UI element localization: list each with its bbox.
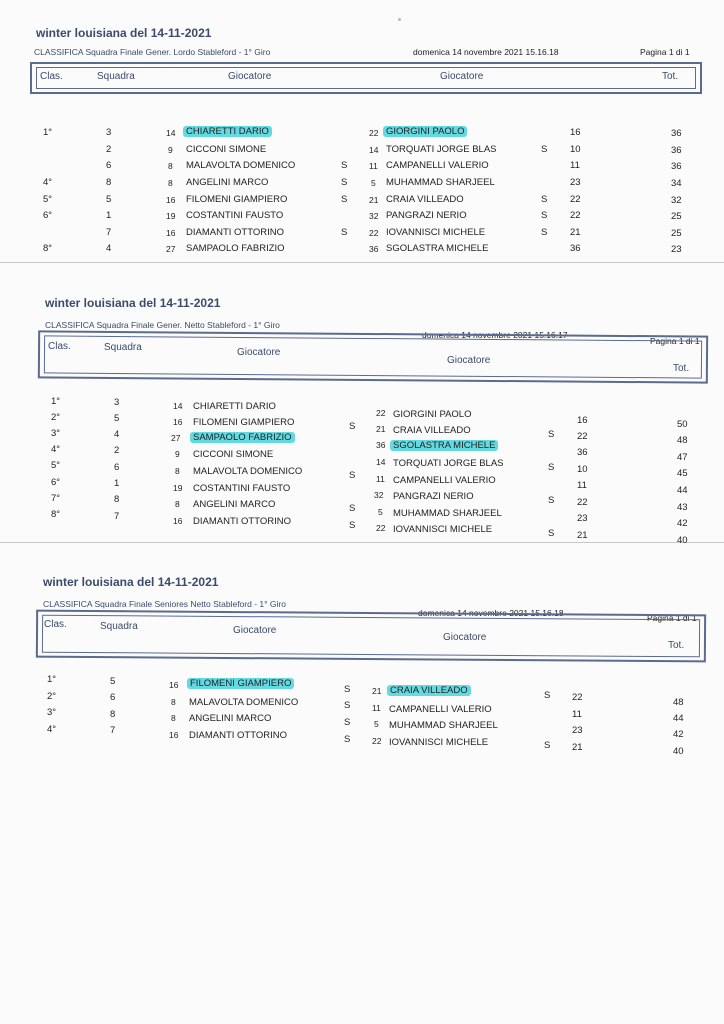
row-score: 21 xyxy=(572,742,583,753)
row-squadra: 1 xyxy=(106,210,112,221)
row-squadra: 7 xyxy=(106,227,112,238)
row-player1-name: MALAVOLTA DOMENICO xyxy=(189,697,299,708)
row-senior-flag: S xyxy=(548,528,555,539)
header-tot: Tot. xyxy=(662,71,679,82)
row-player1-number: 16 xyxy=(169,730,179,740)
row-player2-number: 22 xyxy=(376,523,386,533)
row-squadra: 3 xyxy=(114,397,120,408)
row-player2-number: 5 xyxy=(371,178,376,188)
row-total: 40 xyxy=(677,535,688,546)
row-player2-name: IOVANNISCI MICHELE xyxy=(393,524,493,535)
header-clas: Clas. xyxy=(44,619,67,630)
row-player1-number: 19 xyxy=(173,483,183,493)
row-position: 3° xyxy=(47,707,57,718)
row-squadra: 2 xyxy=(106,144,112,155)
report-subtitle: CLASSIFICA Squadra Finale Gener. Netto Stableford - 1° Giro xyxy=(45,320,280,330)
row-player1-number: 27 xyxy=(166,244,176,254)
row-senior-flag: S xyxy=(341,194,348,205)
row-player2-name: CAMPANELLI VALERIO xyxy=(389,704,492,715)
row-player1-number: 16 xyxy=(166,195,176,205)
row-squadra: 8 xyxy=(114,494,120,505)
row-player1-number: 8 xyxy=(171,697,176,707)
row-player1-name: SAMPAOLO FABRIZIO xyxy=(190,432,295,443)
row-senior-flag: S xyxy=(541,194,548,205)
row-position: 8° xyxy=(51,509,61,520)
row-player2-number: 14 xyxy=(369,145,379,155)
row-player2-name: CRAIA VILLEADO xyxy=(387,685,471,696)
row-squadra: 7 xyxy=(114,511,120,522)
row-score: 22 xyxy=(577,497,588,508)
row-player2-name: IOVANNISCI MICHELE xyxy=(386,227,486,238)
row-player2-number: 22 xyxy=(372,736,382,746)
row-total: 36 xyxy=(671,128,682,139)
row-player1-number: 16 xyxy=(173,417,183,427)
row-player2-name: CAMPANELLI VALERIO xyxy=(386,160,489,171)
row-player2-name: MUHAMMAD SHARJEEL xyxy=(386,177,495,188)
header-box xyxy=(36,610,706,663)
row-senior-flag: S xyxy=(344,717,351,728)
row-senior-flag: S xyxy=(541,144,548,155)
row-player1-number: 9 xyxy=(175,449,180,459)
row-player1-name: DIAMANTI OTTORINO xyxy=(189,730,287,741)
row-player2-name: TORQUATI JORGE BLAS xyxy=(393,458,504,469)
row-player2-number: 32 xyxy=(374,490,384,500)
page-number: Pagina 1 di 1 xyxy=(650,336,700,346)
row-player2-number: 22 xyxy=(369,128,379,138)
row-senior-flag: S xyxy=(349,503,356,514)
header-tot: Tot. xyxy=(668,640,685,651)
row-position: 1° xyxy=(51,396,61,407)
row-player2-name: SGOLASTRA MICHELE xyxy=(386,243,489,254)
row-score: 22 xyxy=(570,210,581,221)
row-player1-number: 8 xyxy=(175,499,180,509)
row-squadra: 5 xyxy=(110,676,116,687)
row-player1-name: COSTANTINI FAUSTO xyxy=(193,483,291,494)
row-squadra: 7 xyxy=(110,725,116,736)
row-senior-flag: S xyxy=(544,690,551,701)
row-total: 42 xyxy=(677,518,688,529)
row-squadra: 8 xyxy=(110,709,116,720)
header-giocatore-2: Giocatore xyxy=(447,355,491,366)
row-player1-name: DIAMANTI OTTORINO xyxy=(193,516,291,527)
row-player2-name: PANGRAZI NERIO xyxy=(386,210,467,221)
row-player1-number: 9 xyxy=(168,145,173,155)
row-player1-number: 16 xyxy=(173,516,183,526)
row-player1-name: CICCONI SIMONE xyxy=(186,144,267,155)
row-total: 34 xyxy=(671,178,682,189)
row-player1-name: FILOMENI GIAMPIERO xyxy=(187,678,294,689)
row-player1-name: ANGELINI MARCO xyxy=(186,177,269,188)
row-score: 36 xyxy=(577,447,588,458)
row-player2-number: 11 xyxy=(376,474,385,484)
row-player2-number: 22 xyxy=(376,408,386,418)
row-senior-flag: S xyxy=(541,227,548,238)
row-senior-flag: S xyxy=(541,210,548,221)
row-senior-flag: S xyxy=(349,421,356,432)
row-squadra: 5 xyxy=(106,194,112,205)
row-position: 5° xyxy=(43,194,53,205)
report-subtitle: CLASSIFICA Squadra Finale Seniores Netto Stableford - 1° Giro xyxy=(43,599,286,609)
header-squadra: Squadra xyxy=(104,342,142,353)
row-position: 1° xyxy=(47,674,57,685)
row-score: 16 xyxy=(570,127,581,138)
row-position: 4° xyxy=(43,177,53,188)
row-player1-name: FILOMENI GIAMPIERO xyxy=(193,417,295,428)
row-player2-number: 14 xyxy=(376,457,386,467)
row-senior-flag: S xyxy=(341,227,348,238)
row-player1-name: FILOMENI GIAMPIERO xyxy=(186,194,288,205)
header-clas: Clas. xyxy=(48,341,71,352)
row-player2-number: 5 xyxy=(374,719,379,729)
row-score: 22 xyxy=(577,431,588,442)
row-player2-name: SGOLASTRA MICHELE xyxy=(390,440,498,451)
row-score: 36 xyxy=(570,243,581,254)
row-squadra: 1 xyxy=(114,478,120,489)
row-player2-name: GIORGINI PAOLO xyxy=(383,126,467,137)
row-score: 10 xyxy=(570,144,581,155)
row-player2-number: 5 xyxy=(378,507,383,517)
row-player2-name: PANGRAZI NERIO xyxy=(393,491,474,502)
row-player2-name: CAMPANELLI VALERIO xyxy=(393,475,496,486)
row-senior-flag: S xyxy=(349,520,356,531)
row-total: 44 xyxy=(673,713,684,724)
page-number: Pagina 1 di 1 xyxy=(647,613,697,623)
row-position: 4° xyxy=(47,724,57,735)
row-player1-number: 16 xyxy=(169,680,179,690)
row-player2-number: 36 xyxy=(369,244,379,254)
row-player2-name: GIORGINI PAOLO xyxy=(393,409,472,420)
row-senior-flag: S xyxy=(344,684,351,695)
row-player2-number: 21 xyxy=(369,195,379,205)
row-squadra: 6 xyxy=(110,692,116,703)
row-senior-flag: S xyxy=(349,470,356,481)
row-score: 22 xyxy=(572,692,583,703)
row-player2-number: 36 xyxy=(376,440,386,450)
row-senior-flag: S xyxy=(341,160,348,171)
section-divider xyxy=(0,262,724,263)
row-total: 23 xyxy=(671,244,682,255)
row-score: 21 xyxy=(577,530,588,541)
row-position: 3° xyxy=(51,428,61,439)
row-player2-name: IOVANNISCI MICHELE xyxy=(389,737,489,748)
row-player1-name: COSTANTINI FAUSTO xyxy=(186,210,284,221)
row-total: 25 xyxy=(671,211,682,222)
row-score: 11 xyxy=(570,160,580,171)
row-player1-name: CHIARETTI DARIO xyxy=(193,401,276,412)
header-giocatore-1: Giocatore xyxy=(233,625,277,636)
row-player1-name: ANGELINI MARCO xyxy=(189,713,272,724)
row-position: 6° xyxy=(51,477,61,488)
row-player2-name: CRAIA VILLEADO xyxy=(393,425,471,436)
page-number: Pagina 1 di 1 xyxy=(640,47,690,57)
row-position: 7° xyxy=(51,493,61,504)
scan-speck xyxy=(398,18,401,21)
row-player1-number: 14 xyxy=(173,401,183,411)
row-score: 22 xyxy=(570,194,581,205)
report-title: winter louisiana del 14-11-2021 xyxy=(36,26,212,40)
row-player1-name: MALAVOLTA DOMENICO xyxy=(186,160,296,171)
report-date: domenica 14 novembre 2021 15.16.17 xyxy=(422,330,568,340)
report-title: winter louisiana del 14-11-2021 xyxy=(45,296,221,310)
row-position: 2° xyxy=(47,691,57,702)
row-score: 23 xyxy=(577,513,588,524)
row-player2-name: TORQUATI JORGE BLAS xyxy=(386,144,497,155)
row-total: 47 xyxy=(677,452,688,463)
row-squadra: 2 xyxy=(114,445,120,456)
row-senior-flag: S xyxy=(344,734,351,745)
row-score: 23 xyxy=(572,725,583,736)
row-player2-number: 11 xyxy=(369,161,378,171)
row-position: 4° xyxy=(51,444,61,455)
report-date: domenica 14 novembre 2021 15.16.18 xyxy=(418,608,564,618)
row-senior-flag: S xyxy=(548,429,555,440)
row-squadra: 6 xyxy=(106,160,112,171)
row-squadra: 4 xyxy=(106,243,112,254)
header-giocatore-1: Giocatore xyxy=(228,71,272,82)
row-senior-flag: S xyxy=(544,740,551,751)
row-score: 11 xyxy=(572,709,582,720)
report-date: domenica 14 novembre 2021 15.16.18 xyxy=(413,47,559,57)
row-position: 1° xyxy=(43,127,53,138)
row-total: 32 xyxy=(671,195,682,206)
row-total: 36 xyxy=(671,145,682,156)
header-clas: Clas. xyxy=(40,71,63,82)
row-player2-name: MUHAMMAD SHARJEEL xyxy=(393,508,502,519)
row-position: 8° xyxy=(43,243,53,254)
row-player1-number: 8 xyxy=(168,178,173,188)
row-score: 11 xyxy=(577,480,587,491)
row-squadra: 5 xyxy=(114,413,120,424)
row-score: 16 xyxy=(577,415,588,426)
row-total: 25 xyxy=(671,228,682,239)
header-squadra: Squadra xyxy=(97,71,135,82)
section-divider xyxy=(0,542,724,543)
row-player1-number: 14 xyxy=(166,128,176,138)
row-player1-number: 8 xyxy=(175,466,180,476)
row-player2-name: MUHAMMAD SHARJEEL xyxy=(389,720,498,731)
row-player1-name: DIAMANTI OTTORINO xyxy=(186,227,284,238)
row-squadra: 8 xyxy=(106,177,112,188)
row-senior-flag: S xyxy=(548,495,555,506)
row-player1-name: ANGELINI MARCO xyxy=(193,499,276,510)
row-squadra: 3 xyxy=(106,127,112,138)
row-position: 2° xyxy=(51,412,61,423)
row-player2-number: 21 xyxy=(376,424,386,434)
row-score: 21 xyxy=(570,227,581,238)
row-player2-number: 11 xyxy=(372,703,381,713)
header-squadra: Squadra xyxy=(100,621,138,632)
row-player2-number: 22 xyxy=(369,228,379,238)
row-player1-number: 8 xyxy=(171,713,176,723)
row-player1-number: 16 xyxy=(166,228,176,238)
row-player1-name: MALAVOLTA DOMENICO xyxy=(193,466,303,477)
report-subtitle: CLASSIFICA Squadra Finale Gener. Lordo Stableford - 1° Giro xyxy=(34,47,271,57)
row-squadra: 6 xyxy=(114,462,120,473)
row-position: 5° xyxy=(51,460,61,471)
row-total: 50 xyxy=(677,419,688,430)
row-score: 10 xyxy=(577,464,588,475)
header-tot: Tot. xyxy=(673,363,690,374)
row-senior-flag: S xyxy=(344,700,351,711)
row-total: 45 xyxy=(677,468,688,479)
row-total: 44 xyxy=(677,485,688,496)
row-player2-number: 32 xyxy=(369,211,379,221)
row-senior-flag: S xyxy=(548,462,555,473)
row-total: 48 xyxy=(677,435,688,446)
row-squadra: 4 xyxy=(114,429,120,440)
row-total: 42 xyxy=(673,729,684,740)
header-giocatore-2: Giocatore xyxy=(440,71,484,82)
row-player1-name: CICCONI SIMONE xyxy=(193,449,274,460)
row-total: 40 xyxy=(673,746,684,757)
row-total: 43 xyxy=(677,502,688,513)
row-score: 23 xyxy=(570,177,581,188)
row-player1-name: CHIARETTI DARIO xyxy=(183,126,272,137)
header-box xyxy=(38,330,708,383)
row-total: 48 xyxy=(673,697,684,708)
row-player2-name: CRAIA VILLEADO xyxy=(386,194,464,205)
header-giocatore-1: Giocatore xyxy=(237,347,281,358)
row-player1-number: 27 xyxy=(171,433,181,443)
report-title: winter louisiana del 14-11-2021 xyxy=(43,575,219,589)
row-total: 36 xyxy=(671,161,682,172)
row-player1-name: SAMPAOLO FABRIZIO xyxy=(186,243,285,254)
row-player1-number: 19 xyxy=(166,211,176,221)
row-player2-number: 21 xyxy=(372,686,382,696)
row-position: 6° xyxy=(43,210,53,221)
header-giocatore-2: Giocatore xyxy=(443,632,487,643)
row-senior-flag: S xyxy=(341,177,348,188)
row-player1-number: 8 xyxy=(168,161,173,171)
